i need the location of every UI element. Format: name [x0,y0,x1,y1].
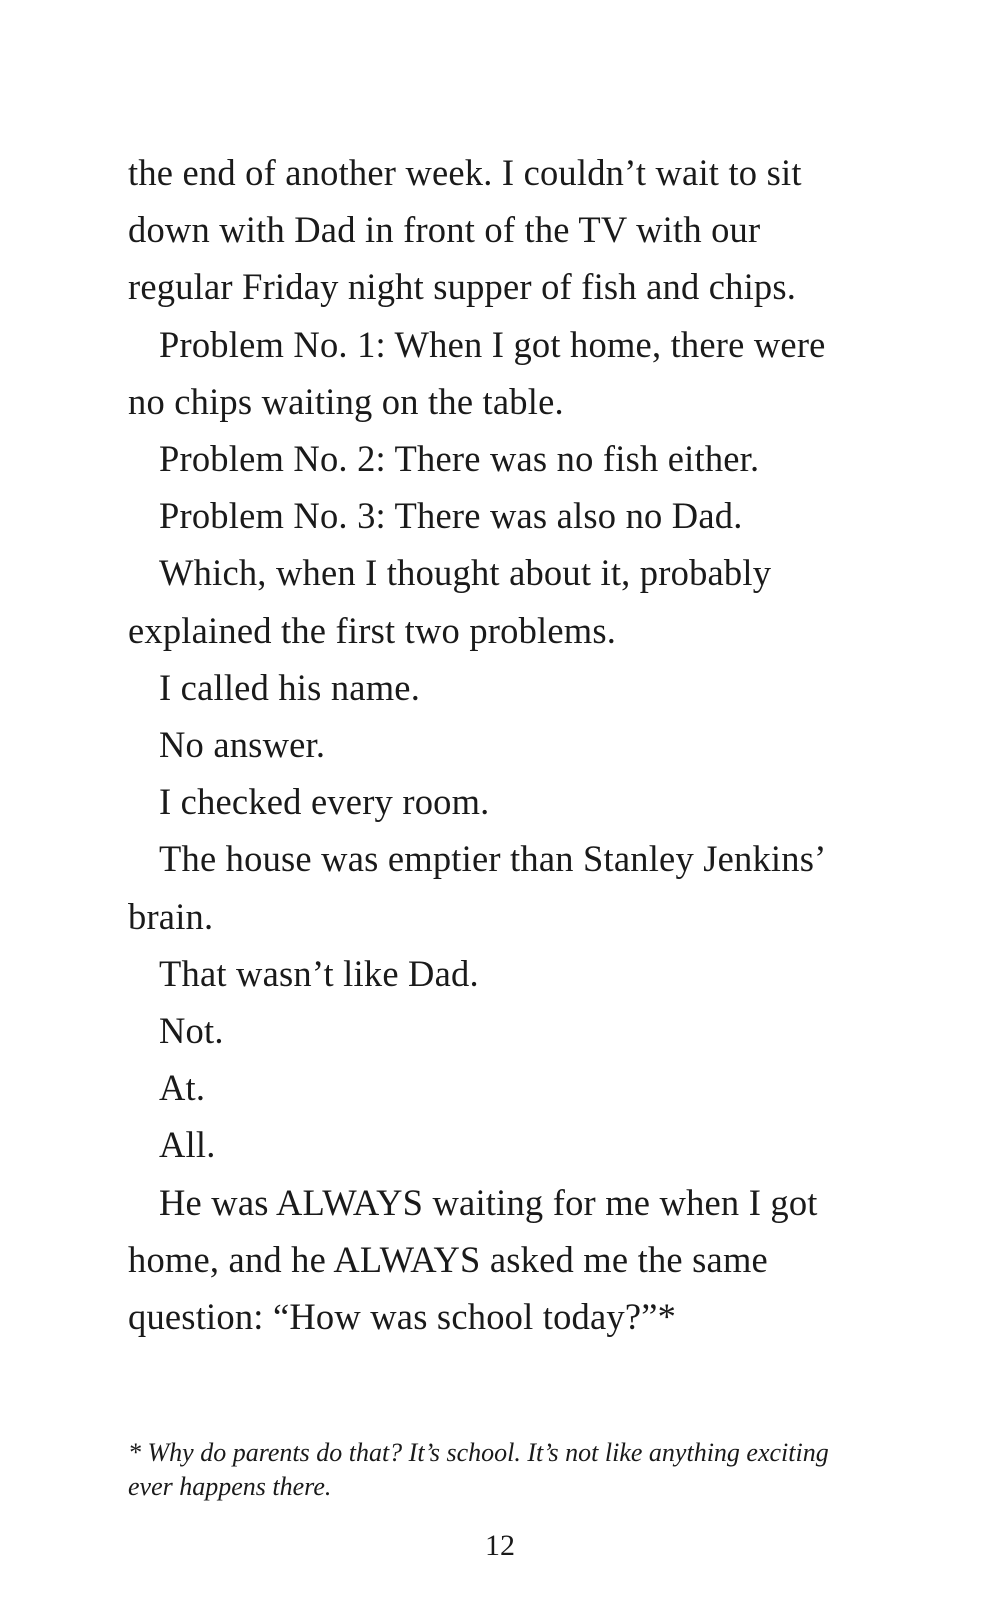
text-line: Problem No. 1: When I got home, there were [159,323,826,365]
text-line: That wasn’t like Dad. [159,952,479,994]
text-line: Not. [159,1010,224,1052]
text-line: Which, when I thought about it, probably [159,552,772,594]
body-text [128,144,888,1345]
text-line: I checked every room. [159,781,490,823]
text-line: The house was emptier than Stanley Jenkins’ [159,838,827,880]
text-line: the end of another week. I couldn’t wait to sit [128,152,802,193]
text-line: regular Friday night supper of fish and chips. [128,266,797,308]
text-line: Problem No. 3: There was also no Dad. [159,495,743,537]
footnote [128,1436,888,1504]
text-line: question: “How was school today?”* [128,1296,677,1338]
footnote-line: * Why do parents do that? It’s school. It’s not like anything exciting [128,1438,829,1467]
text-line: no chips waiting on the table. [128,380,564,422]
text-line: All. [159,1124,216,1166]
text-line: down with Dad in front of the TV with our [128,209,761,251]
text-line: Problem No. 2: There was no fish either. [159,438,760,480]
text-line: home, and he ALWAYS asked me the same [128,1238,768,1280]
text-line: At. [159,1067,206,1109]
text-line: No answer. [159,724,326,766]
text-line: brain. [128,895,214,937]
page-number: 12 [485,1529,515,1562]
text-line: I called his name. [159,666,421,708]
text-line: explained the first two problems. [128,609,617,651]
text-line: He was ALWAYS waiting for me when I got [159,1181,818,1223]
footnote-line: ever happens there. [128,1472,332,1501]
